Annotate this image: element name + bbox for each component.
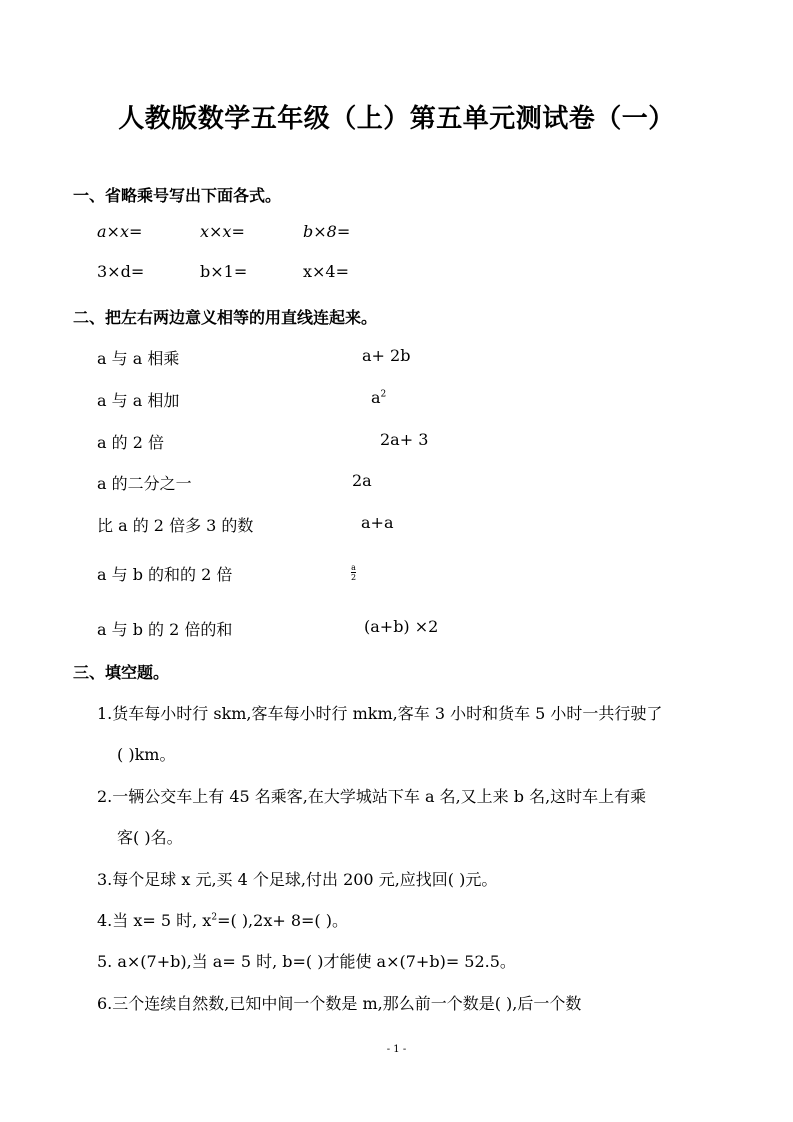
page-number: - 1 -	[386, 1044, 407, 1055]
match-left-5: 比 a 的 2 倍多 3 的数	[97, 516, 254, 535]
expr-1-2: x×x=	[200, 222, 245, 241]
expr-2-1: 3×d=	[97, 262, 145, 281]
expr-1-3: b×8=	[303, 222, 351, 241]
expr-2-3: x×4=	[303, 262, 350, 281]
page-title: 人教版数学五年级（上）第五单元测试卷（一）	[118, 104, 675, 134]
match-right-2: $a^2$	[371, 388, 387, 407]
match-right-3: 2a+ 3	[380, 430, 429, 449]
question-2-line2: 客( )名。	[117, 828, 183, 847]
match-right-6: $\frac{a}{2}$	[351, 563, 357, 582]
question-5: 5. a×(7+b),当 a= 5 时, b=( )才能使 a×(7+b)= 52.5。	[97, 952, 516, 971]
section2-heading: 二、把左右两边意义相等的用直线连起来。	[73, 308, 378, 327]
expr-2-2: b×1=	[200, 262, 248, 281]
match-left-7: a 与 b 的 2 倍的和	[97, 620, 233, 639]
question-3: 3.每个足球 x 元,买 4 个足球,付出 200 元,应找回( )元。	[97, 870, 498, 889]
match-left-4: a 的二分之一	[97, 474, 192, 493]
question-1-line2: ( )km。	[117, 745, 176, 764]
match-left-6: a 与 b 的和的 2 倍	[97, 565, 233, 584]
match-right-1: a+ 2b	[362, 346, 411, 365]
match-left-2: a 与 a 相加	[97, 391, 180, 410]
question-1-line1: 1.货车每小时行 skm,客车每小时行 mkm,客车 3 小时和货车 5 小时一共行驶了	[97, 704, 663, 723]
match-right-5: a+a	[361, 513, 394, 532]
match-left-1: a 与 a 相乘	[97, 349, 180, 368]
question-6: 6.三个连续自然数,已知中间一个数是 m,那么前一个数是( ),后一个数	[97, 994, 582, 1013]
expr-1-1: a×x=	[97, 222, 143, 241]
match-left-3: a 的 2 倍	[97, 433, 164, 452]
match-right-7: (a+b) ×2	[364, 617, 439, 636]
question-2-line1: 2.一辆公交车上有 45 名乘客,在大学城站下车 a 名,又上来 b 名,这时车上有乘	[97, 787, 647, 806]
question-4: 4.当 x= 5 时, $x^2=$( ),2x+ 8=( )。	[97, 911, 348, 930]
match-right-4: 2a	[352, 471, 372, 490]
section3-heading: 三、填空题。	[73, 663, 170, 682]
section1-heading: 一、省略乘号写出下面各式。	[73, 186, 282, 205]
